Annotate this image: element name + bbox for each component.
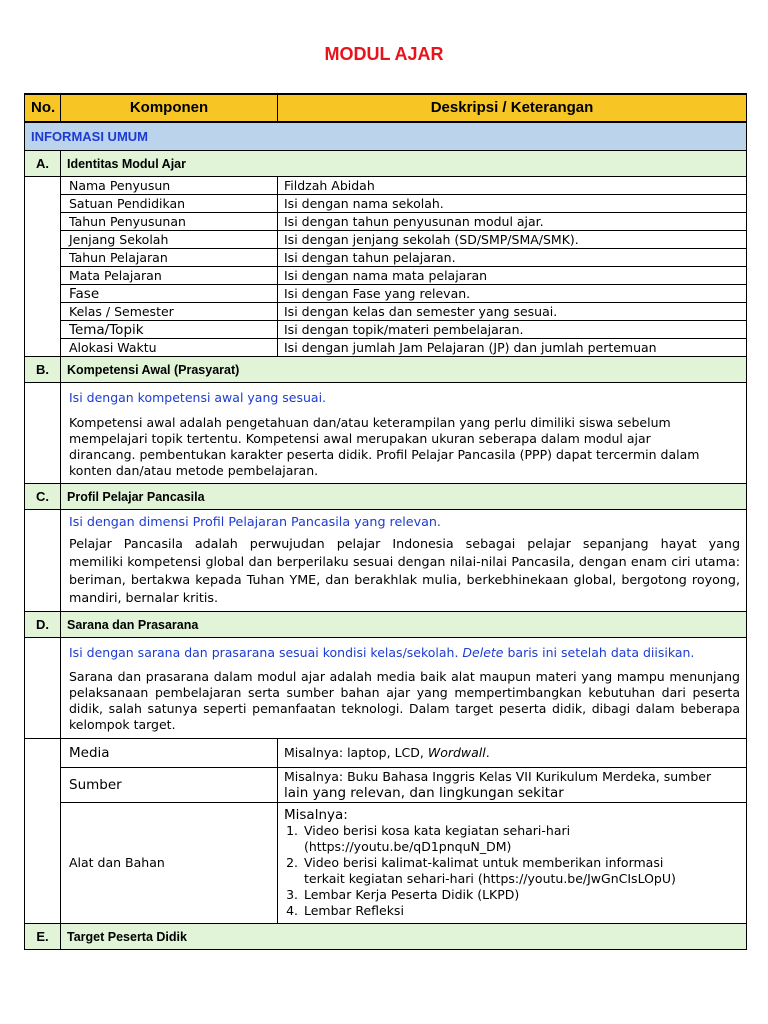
- profil-line: memiliki kompetensi global dan berperilaku sesuai dengan nilai-nilai Pancasila, dengan enam ciri utama:: [69, 554, 740, 569]
- section-a-name: Identitas Modul Ajar: [61, 151, 747, 177]
- identitas-value: Isi dengan Fase yang relevan.: [278, 285, 747, 303]
- identitas-key: Tahun Pelajaran: [61, 249, 278, 267]
- section-c-name: Profil Pelajar Pancasila: [61, 484, 747, 510]
- sarana-hint: [69, 645, 740, 661]
- alat-item-link: (https://youtu.be/qD1pnquN_DM): [304, 839, 512, 854]
- identitas-row: [25, 213, 747, 231]
- kompetensi-content-row: [25, 383, 747, 484]
- profil-hint: Isi dengan dimensi Profil Pelajaran Pancasila yang relevan.: [69, 514, 441, 529]
- sarana-line: Sarana dan prasarana dalam modul ajar adalah media baik alat maupun materi yang mampu menunjang: [69, 669, 740, 684]
- section-b-letter: B.: [25, 357, 61, 383]
- identitas-value: Isi dengan tahun pelajaran.: [278, 249, 747, 267]
- section-c-letter: C.: [25, 484, 61, 510]
- identitas-value: Fildzah Abidah: [278, 177, 747, 195]
- identitas-value: Isi dengan kelas dan semester yang sesuai.: [278, 303, 747, 321]
- sarana-hint-delete: Delete: [462, 645, 504, 660]
- sumber-line: Misalnya: Buku Bahasa Inggris Kelas VII Kurikulum Merdeka, sumber: [284, 769, 712, 784]
- table-header-row: [25, 94, 747, 122]
- sarana-line: didik, salah satunya seperti pemanfaatan teknologi. Dalam target peserta didik, dibagi dalam beberapa: [69, 701, 740, 716]
- alat-item-link: terkait kegiatan sehari-hari (https://youtu.be/JwGnCIsLOpU): [304, 871, 676, 886]
- identitas-value: Isi dengan jenjang sekolah (SD/SMP/SMA/SMK).: [278, 231, 747, 249]
- media-value-c: .: [485, 745, 490, 760]
- identitas-key: Kelas / Semester: [61, 303, 278, 321]
- section-e-row: [25, 924, 747, 950]
- identitas-key: Tema/Topik: [61, 321, 278, 339]
- section-b-name: Kompetensi Awal (Prasyarat): [61, 357, 747, 383]
- kompetensi-hint: Isi dengan kompetensi awal yang sesuai.: [69, 389, 327, 405]
- section-a-row: [25, 151, 747, 177]
- header-komponen: Komponen: [61, 94, 278, 122]
- identitas-key: Alokasi Waktu: [61, 339, 278, 357]
- alat-item: [302, 823, 740, 855]
- kompetensi-line: Kompetensi awal adalah pengetahuan dan/atau keterampilan yang perlu dimiliki siswa sebelum: [69, 414, 671, 430]
- section-b-row: [25, 357, 747, 383]
- identitas-row: [25, 285, 747, 303]
- media-value: [278, 739, 747, 768]
- sumber-line: lain yang relevan, dan lingkungan sekitar: [284, 785, 564, 801]
- document-title: MODUL AJAR: [324, 44, 444, 64]
- identitas-value: Isi dengan topik/materi pembelajaran.: [278, 321, 747, 339]
- sarana-line: kelompok target.: [69, 717, 176, 732]
- media-value-wordwall: Wordwall: [427, 745, 486, 760]
- identitas-key: Jenjang Sekolah: [61, 231, 278, 249]
- media-row: [25, 739, 747, 768]
- alat-key: Alat dan Bahan: [61, 803, 278, 924]
- alat-item: [302, 887, 740, 903]
- profil-content: [61, 510, 747, 612]
- identitas-key: Mata Pelajaran: [61, 267, 278, 285]
- identitas-row: [25, 321, 747, 339]
- section-d-letter: D.: [25, 612, 61, 638]
- section-e-name: Target Peserta Didik: [61, 924, 747, 950]
- identitas-row: [25, 177, 747, 195]
- identitas-row: [25, 339, 747, 357]
- identitas-value: Isi dengan jumlah Jam Pelajaran (JP) dan jumlah pertemuan: [278, 339, 747, 357]
- section-a-letter: A.: [25, 151, 61, 177]
- kompetensi-line: konten dan/atau metode pembelajaran.: [69, 462, 319, 478]
- alat-item: [302, 855, 740, 887]
- profil-line: mandiri, bernalar kritis.: [69, 590, 219, 605]
- sarana-content: [61, 638, 747, 739]
- sarana-hint-a: Isi dengan sarana dan prasarana sesuai kondisi kelas/sekolah.: [69, 645, 463, 660]
- alat-list: [284, 823, 740, 919]
- identitas-key: Tahun Penyusunan: [61, 213, 278, 231]
- informasi-umum-label: INFORMASI UMUM: [25, 122, 747, 151]
- identitas-value: Isi dengan nama sekolah.: [278, 195, 747, 213]
- informasi-umum-row: [25, 122, 747, 151]
- sarana-detail-spacer: [25, 739, 61, 924]
- alat-intro: Misalnya:: [284, 807, 348, 823]
- profil-spacer: [25, 510, 61, 612]
- alat-item-text: 1. Video berisi kosa kata kegiatan sehari-hari: [304, 823, 571, 838]
- alat-value: [278, 803, 747, 924]
- kompetensi-line: dirancang. pembentukan karakter peserta didik. Profil Pelajar Pancasila (PPP) dapat tercermin dalam: [69, 446, 700, 462]
- sumber-key: Sumber: [61, 768, 278, 803]
- header-no: No.: [25, 94, 61, 122]
- section-d-row: [25, 612, 747, 638]
- kompetensi-content: [61, 383, 747, 484]
- profil-line: Pelajar Pancasila adalah perwujudan pelajar Indonesia sebagai pelajar sepanjang hayat yang: [69, 536, 740, 551]
- alat-item-text: 3. Lembar Kerja Peserta Didik (LKPD): [304, 887, 520, 902]
- identitas-value: Isi dengan nama mata pelajaran: [278, 267, 747, 285]
- sarana-line: pelaksanaan pembelajaran serta sumber bahan ajar yang mempertimbangkan kebutuhan dari peserta: [69, 685, 740, 700]
- section-e-letter: E.: [25, 924, 61, 950]
- identitas-key: Nama Penyusun: [61, 177, 278, 195]
- identitas-row: [25, 303, 747, 321]
- identitas-key: Fase: [61, 285, 278, 303]
- identitas-row: [25, 249, 747, 267]
- kompetensi-line: mempelajari topik tertentu. Kompetensi awal merupakan ukuran seberapa dalam modul ajar: [69, 430, 651, 446]
- section-c-row: [25, 484, 747, 510]
- media-key: Media: [61, 739, 278, 768]
- media-value-a: Misalnya: laptop, LCD,: [284, 745, 428, 760]
- sarana-content-row: [25, 638, 747, 739]
- alat-item-text: 2. Video berisi kalimat-kalimat untuk memberikan informasi: [304, 855, 664, 870]
- identitas-spacer: [25, 177, 61, 357]
- alat-item-text: 4. Lembar Refleksi: [304, 903, 404, 918]
- identitas-row: [25, 267, 747, 285]
- header-deskripsi: Deskripsi / Keterangan: [278, 94, 747, 122]
- sumber-row: [25, 768, 747, 803]
- profil-content-row: [25, 510, 747, 612]
- kompetensi-spacer: [25, 383, 61, 484]
- identitas-row: [25, 195, 747, 213]
- modul-ajar-table: [24, 93, 747, 950]
- section-d-name: Sarana dan Prasarana: [61, 612, 747, 638]
- profil-line: beriman, bertakwa kepada Tuhan YME, dan berakhlak mulia, berkebhinekaan global, bergotong royong,: [69, 572, 740, 587]
- identitas-row: [25, 231, 747, 249]
- alat-item: [302, 903, 740, 919]
- identitas-key: Satuan Pendidikan: [61, 195, 278, 213]
- alat-row: [25, 803, 747, 924]
- sarana-hint-c: baris ini setelah data diisikan.: [503, 645, 695, 660]
- identitas-value: Isi dengan tahun penyusunan modul ajar.: [278, 213, 747, 231]
- sumber-value: [278, 768, 747, 803]
- sarana-spacer: [25, 638, 61, 739]
